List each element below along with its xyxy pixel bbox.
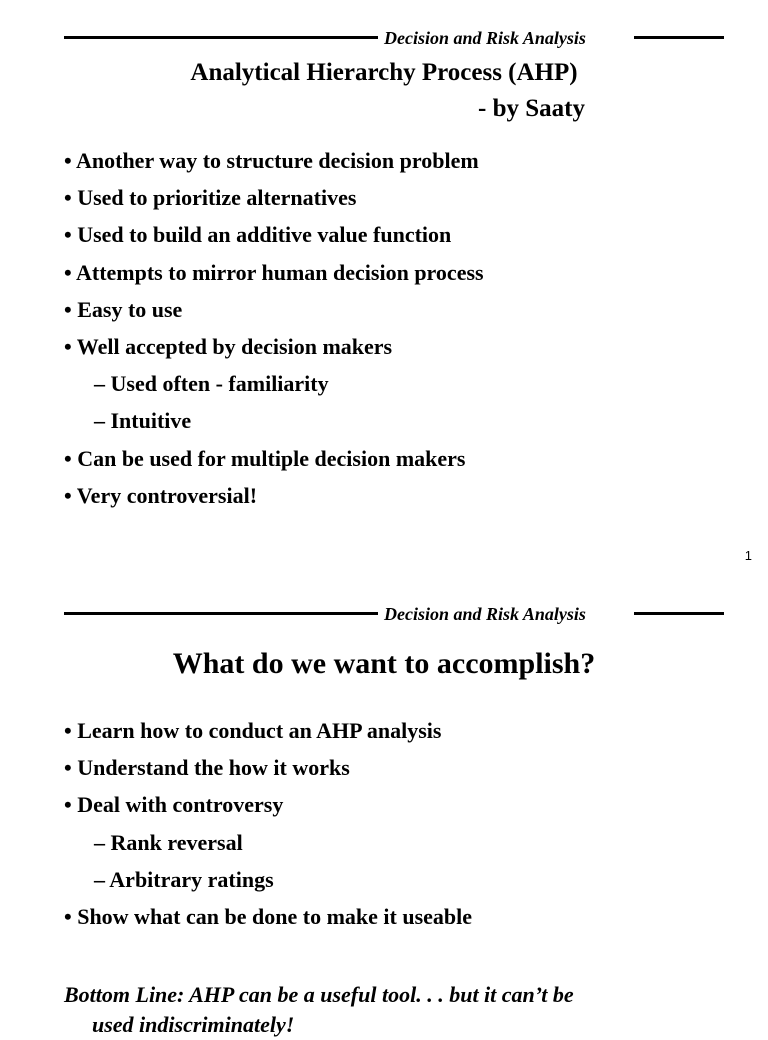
bullet-item: • Learn how to conduct an AHP analysis	[64, 718, 442, 743]
header-rule-left	[64, 612, 378, 615]
bullet-list	[64, 148, 484, 520]
bottom-line-text-1: Bottom Line: AHP can be a useful tool. . . but it can’t be	[64, 982, 574, 1007]
bullet-item: • Another way to structure decision problem	[64, 148, 479, 173]
header-rule-left	[64, 36, 378, 39]
bullet-item: • Deal with controversy	[64, 792, 284, 818]
sub-bullet-item: – Rank reversal	[94, 829, 243, 855]
header-text: Decision and Risk Analysis	[384, 28, 586, 48]
bullet-item: • Understand the how it works	[64, 755, 350, 781]
bullet-item: • Attempts to mirror human decision process	[64, 259, 484, 285]
slide-title: What do we want to accomplish?	[172, 647, 596, 680]
slide-subtitle: - by Saaty	[478, 95, 585, 122]
slide-title: Analytical Hierarchy Process (AHP)	[190, 59, 578, 86]
bullet-item: • Well accepted by decision makers	[64, 333, 393, 359]
bottom-line-note	[64, 980, 704, 1040]
bullet-item: • Very controversial!	[64, 482, 258, 508]
sub-bullet-item: – Arbitrary ratings	[94, 866, 274, 892]
slide-header	[64, 27, 724, 49]
bullet-list	[64, 718, 472, 941]
header-rule-right	[634, 36, 724, 39]
sub-bullet-item: – Intuitive	[94, 408, 192, 434]
bullet-item: • Used to build an additive value function	[64, 222, 452, 248]
page-number: 1	[744, 548, 752, 563]
slide-header	[64, 603, 724, 625]
slide-2	[0, 576, 768, 1037]
bullet-item: • Can be used for multiple decision makers	[64, 445, 466, 471]
bullet-item: • Show what can be done to make it useable	[64, 903, 473, 929]
header-text: Decision and Risk Analysis	[384, 604, 586, 624]
header-rule-right	[634, 612, 724, 615]
bottom-line-text-2: used indiscriminately!	[92, 1012, 295, 1037]
bullet-item: • Used to prioritize alternatives	[64, 185, 357, 211]
sub-bullet-item: – Used often - familiarity	[94, 371, 329, 397]
bullet-item: • Easy to use	[64, 296, 183, 322]
